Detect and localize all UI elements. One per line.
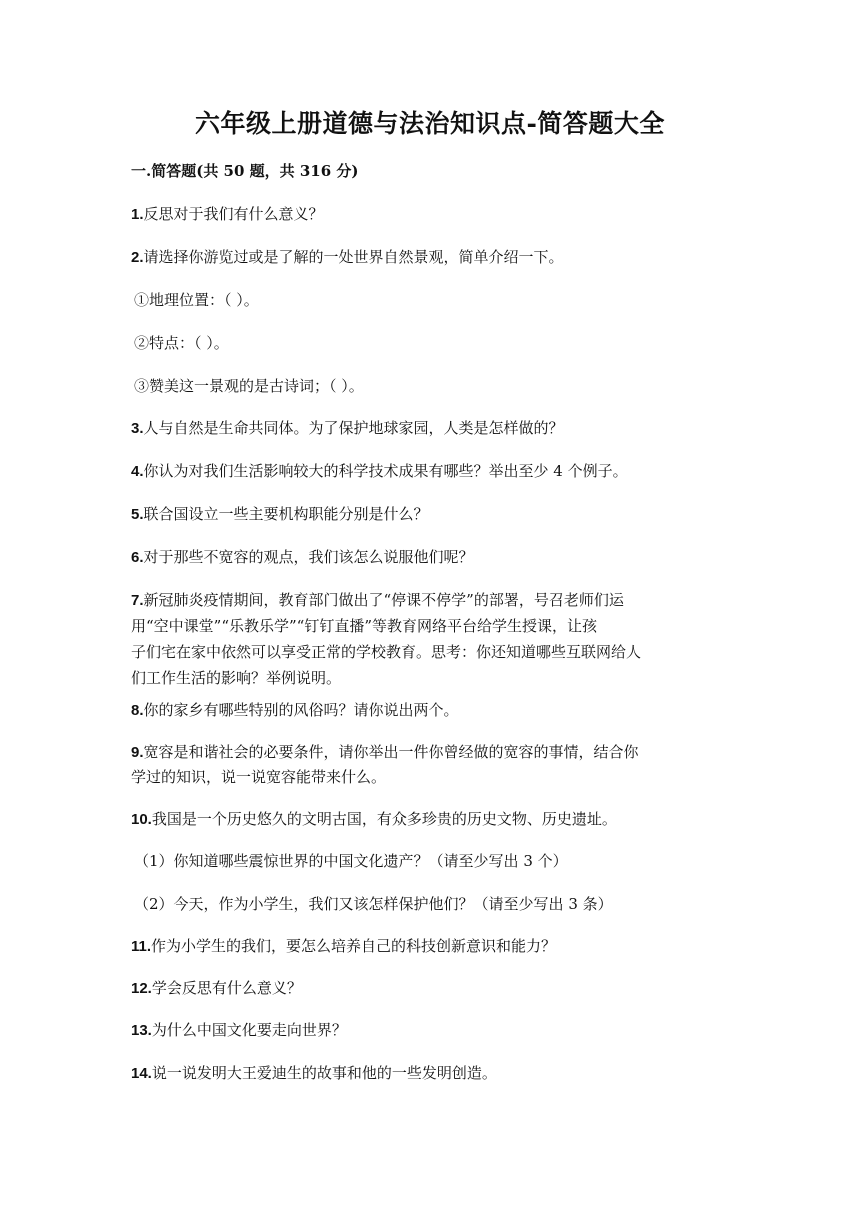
question-text: 新冠肺炎疫情期间，教育部门做出了“停课不停学”的部署，号召老师们运 [143, 591, 624, 609]
question-continuation [131, 667, 341, 688]
question-text: 你的家乡有哪些特别的风俗吗？请你说出两个。 [143, 701, 459, 719]
answer-line [134, 332, 229, 353]
question-line [131, 1062, 497, 1083]
question-number: 6. [131, 549, 144, 566]
answer-text: ③赞美这一景观的是古诗词；（ ）。 [134, 377, 364, 395]
answer-line [134, 375, 364, 396]
sub-question-text: （1）你知道哪些震惊世界的中国文化遗产？（请至少写出 3 个） [134, 852, 568, 870]
question-number: 9. [131, 744, 144, 761]
question-line [131, 808, 617, 829]
section-heading: 一.简答题(共 50 题，共 316 分) [131, 162, 359, 180]
question-line [131, 460, 628, 481]
question-text: 请选择你游览过或是了解的一处世界自然景观，简单介绍一下。 [143, 248, 564, 266]
question-text: 人与自然是生命共同体。为了保护地球家园，人类是怎样做的？ [143, 419, 564, 437]
question-text: 为什么中国文化要走向世界？ [151, 1021, 347, 1039]
question-text: 宽容是和谐社会的必要条件，请你举出一件你曾经做的宽容的事情，结合你 [143, 743, 639, 761]
sub-question-line [134, 850, 568, 871]
question-text: 你认为对我们生活影响较大的科学技术成果有哪些？举出至少 4 个例子。 [143, 462, 628, 480]
question-text: 对于那些不宽容的观点，我们该怎么说服他们呢？ [143, 548, 474, 566]
question-text: 反思对于我们有什么意义？ [143, 205, 324, 223]
question-continuation [131, 641, 641, 662]
question-line [131, 246, 564, 267]
question-line [131, 503, 429, 524]
question-line [131, 935, 556, 956]
question-line [131, 1019, 347, 1040]
question-number: 1. [131, 206, 144, 223]
answer-line [134, 289, 259, 310]
question-number: 14. [131, 1065, 152, 1082]
question-line [131, 699, 459, 720]
question-text: 用“空中课堂”“乐教乐学”“钉钉直播”等教育网络平台给学生授课，让孩 [131, 617, 598, 635]
question-text: 们工作生活的影响？举例说明。 [131, 669, 342, 687]
question-continuation [131, 766, 386, 787]
question-number: 7. [131, 592, 144, 609]
question-text: 说一说发明大王爱迪生的故事和他的一些发明创造。 [151, 1064, 497, 1082]
answer-text: ①地理位置：（ ）。 [134, 291, 259, 309]
question-text: 我国是一个历史悠久的文明古国，有众多珍贵的历史文物、历史遗址。 [151, 810, 617, 828]
question-number: 10. [131, 811, 152, 828]
question-number: 12. [131, 980, 152, 997]
question-text: 作为小学生的我们，要怎么培养自己的科技创新意识和能力？ [151, 937, 557, 955]
sub-question-line [134, 893, 613, 914]
answer-text: ②特点：（ ）。 [134, 334, 229, 352]
question-line [131, 589, 624, 610]
question-number: 4. [131, 463, 144, 480]
question-text: 联合国设立一些主要机构职能分别是什么？ [143, 505, 429, 523]
question-continuation [131, 615, 597, 636]
question-line [131, 977, 302, 998]
question-number: 8. [131, 702, 144, 719]
question-number: 3. [131, 420, 144, 437]
question-number: 5. [131, 506, 144, 523]
question-line [131, 546, 474, 567]
question-line [131, 203, 324, 224]
question-text: 学会反思有什么意义？ [151, 979, 302, 997]
question-line [131, 417, 564, 438]
question-line [131, 741, 639, 762]
sub-question-text: （2）今天，作为小学生，我们又该怎样保护他们？（请至少写出 3 条） [134, 895, 613, 913]
question-number: 13. [131, 1022, 152, 1039]
document-title: 六年级上册道德与法治知识点-简答题大全 [195, 109, 665, 138]
question-number: 11. [131, 938, 152, 955]
question-number: 2. [131, 249, 144, 266]
question-text: 子们宅在家中依然可以享受正常的学校教育。思考：你还知道哪些互联网给人 [131, 643, 642, 661]
question-text: 学过的知识，说一说宽容能带来什么。 [131, 768, 387, 786]
